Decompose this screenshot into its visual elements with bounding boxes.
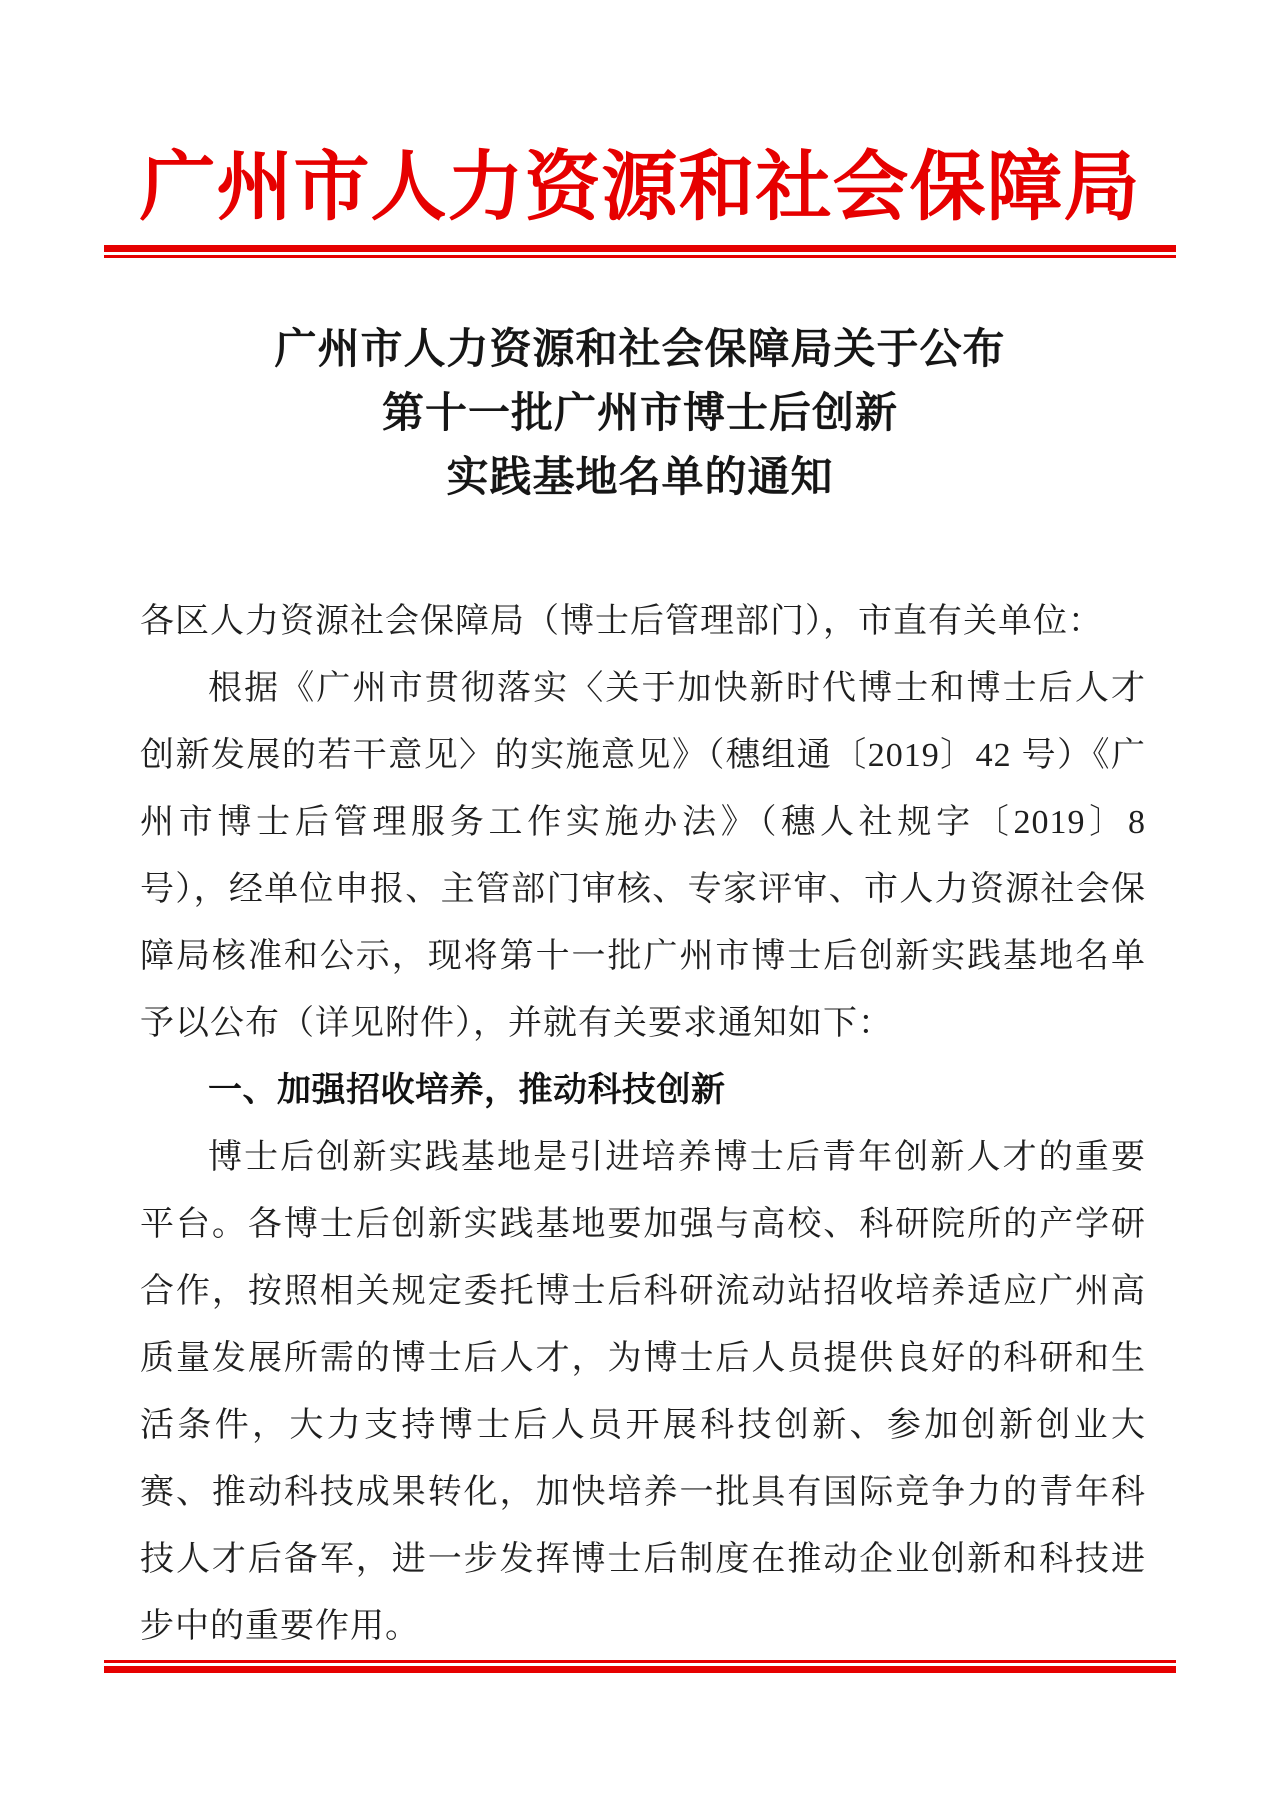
footer-divider-rule — [104, 1660, 1176, 1673]
document-title-line-3: 实践基地名单的通知 — [446, 455, 834, 502]
document-title-line-2: 第十一批广州市博士后创新 — [381, 391, 898, 438]
document-body — [140, 588, 1146, 1660]
header-divider-rule — [104, 245, 1176, 258]
header-rule-thick-bar — [104, 245, 1176, 252]
header-rule-thin-bar — [104, 255, 1176, 258]
salutation-line: 各区人力资源社会保障局（博士后管理部门），市直有关单位： — [140, 603, 1103, 641]
agency-name-header: 广州市人力资源和社会保障局 — [139, 146, 1141, 230]
document-title-line-1: 广州市人力资源和社会保障局关于公布 — [274, 327, 1006, 374]
body-paragraph-2: 博士后创新实践基地是引进培养博士后青年创新人才的重要平台。各博士后创新实践基地要加强与高校、科研院所的产学研合作，按照相关规定委托博士后科研流动站招收培养适应广州高质量发展所需的博士后人才，为博士后人员提供良好的科研和生活条件，大力支持博士后人员开展科技创新、参加创新创业大赛、推动科技成果转化，加快培养一批具有国际竞争力的青年科技人才后备军，进一步发挥博士后制度在推动企业创新和科技进步中的重要作用。 — [140, 1139, 1146, 1646]
body-paragraph-1: 根据《广州市贯彻落实〈关于加快新时代博士和博士后人才创新发展的若干意见〉的实施意见》（穗组通〔2019〕42 号）《广州市博士后管理服务工作实施办法》（穗人社规字〔2019〕8 号），经单位申报、主管部门审核、专家评审、市人力资源社会保障局核准和公示，现将第十一批广州市博士后创新实践基地名单予以公布（详见附件），并就有关要求通知如下： — [140, 670, 1146, 1043]
document-title — [0, 318, 1280, 510]
footer-rule-thick-bar — [104, 1666, 1176, 1673]
section-1-heading: 一、加强招收培养，推动科技创新 — [208, 1071, 726, 1110]
